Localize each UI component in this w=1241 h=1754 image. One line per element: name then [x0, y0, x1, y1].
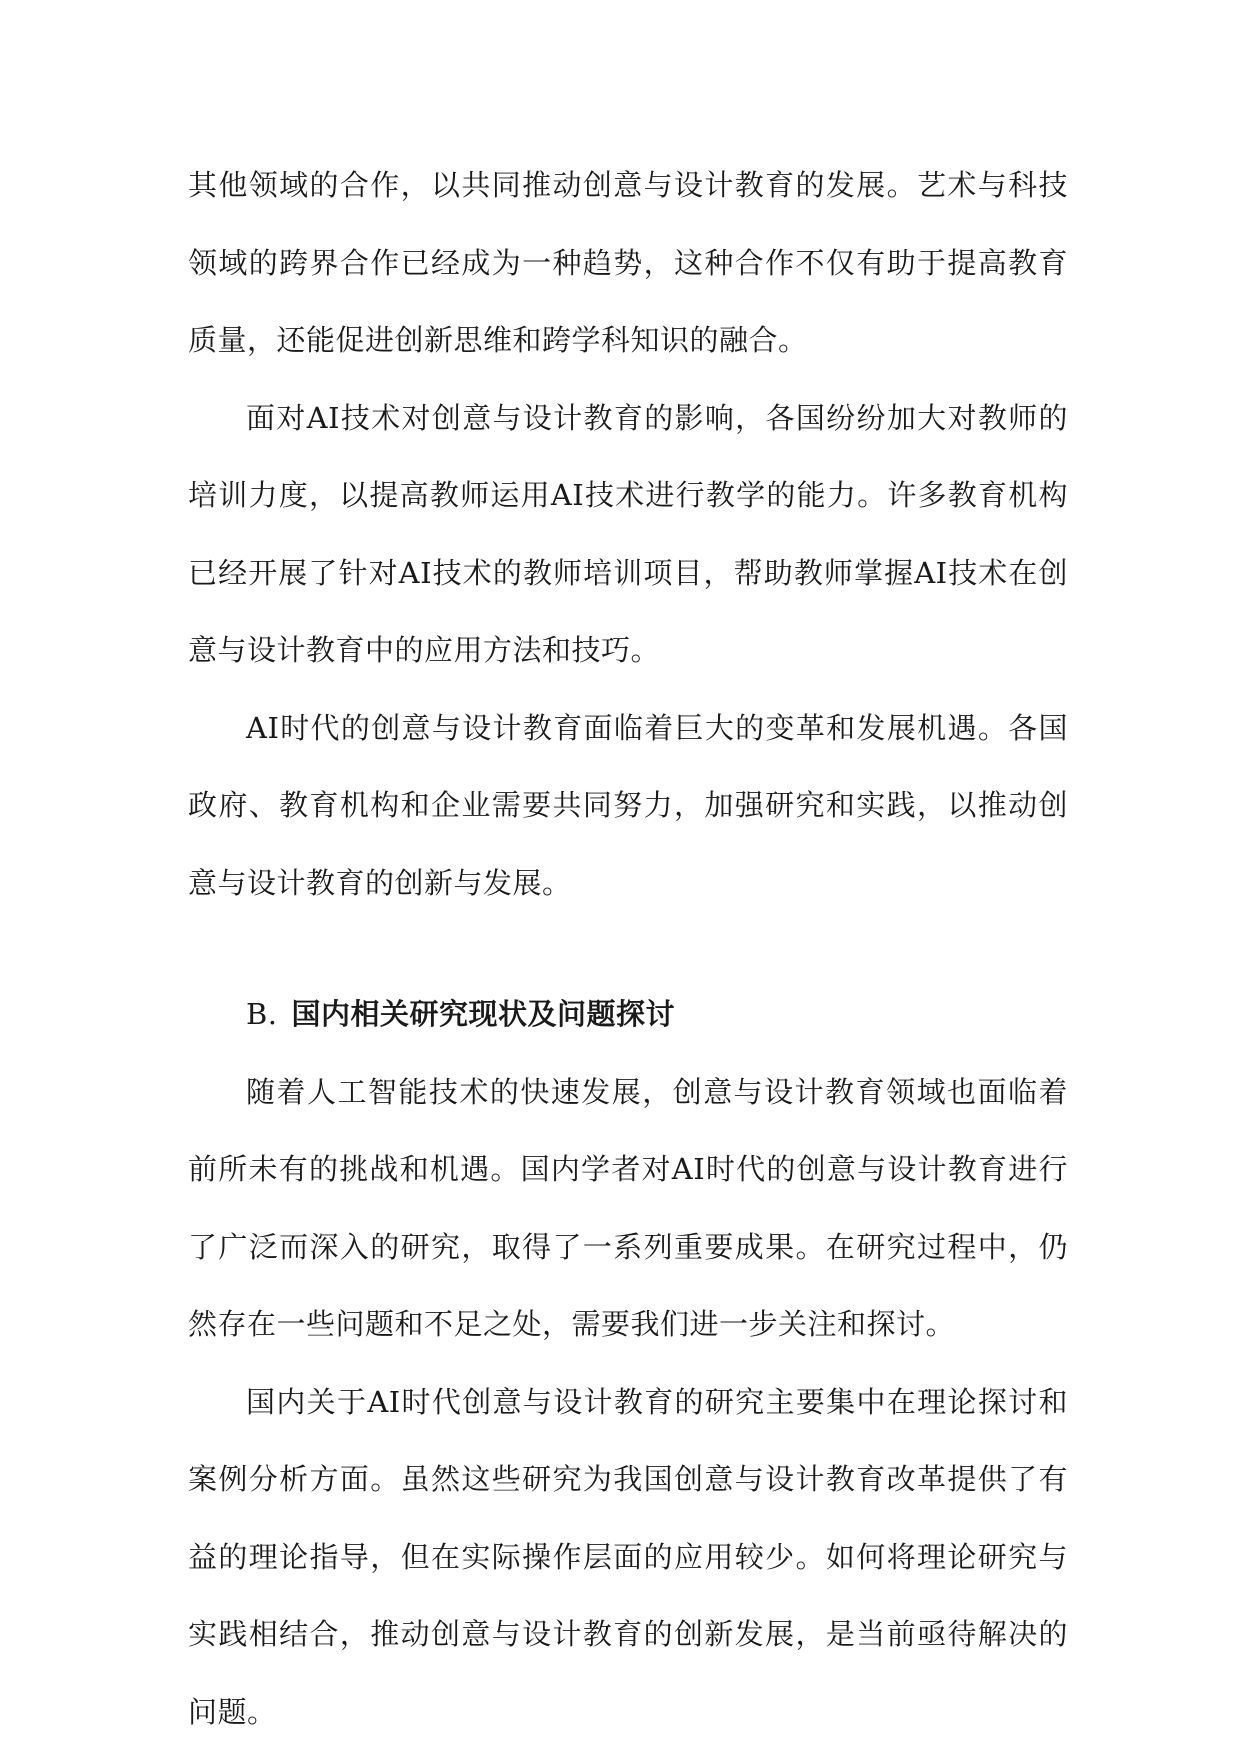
paragraph-theory-practice: 国内关于AI时代创意与设计教育的研究主要集中在理论探讨和案例分析方面。虽然这些研究为我国创意与设计教育改革提供了有益的理论指导，但在实际操作层面的应用较少。如何将理论研究与实践相结合，推动创意与设计教育的创新发展，是当前亟待解决的问题。 — [188, 1384, 1068, 1729]
paragraph-ai-era-opportunity: AI时代的创意与设计教育面临着巨大的变革和发展机遇。各国政府、教育机构和企业需要共同努力，加强研究和实践，以推动创意与设计教育的创新与发展。 — [188, 710, 1068, 900]
paragraph-teacher-training: 面对AI技术对创意与设计教育的影响，各国纷纷加大对教师的培训力度，以提高教师运用AI技术进行教学的能力。许多教育机构已经开展了针对AI技术的教师培训项目，帮助教师掌握AI技术在创意与设计教育中的应用方法和技巧。 — [188, 400, 1068, 667]
body-text — [188, 147, 1068, 1751]
paragraph-continued: 其他领域的合作，以共同推动创意与设计教育的发展。艺术与科技领域的跨界合作已经成为一种趋势，这种合作不仅有助于提高教育质量，还能促进创新思维和跨学科知识的融合。 — [188, 168, 1068, 357]
section-number: B. — [246, 997, 278, 1031]
section-title: 国内相关研究现状及问题探讨 — [291, 997, 676, 1031]
paragraph-domestic-research: 随着人工智能技术的快速发展，创意与设计教育领域也面临着前所未有的挑战和机遇。国内学者对AI时代的创意与设计教育进行了广泛而深入的研究，取得了一系列重要成果。在研究过程中，仍然存在一些问题和不足之处，需要我们进一步关注和探讨。 — [188, 1074, 1068, 1341]
section-heading — [188, 976, 1068, 1054]
